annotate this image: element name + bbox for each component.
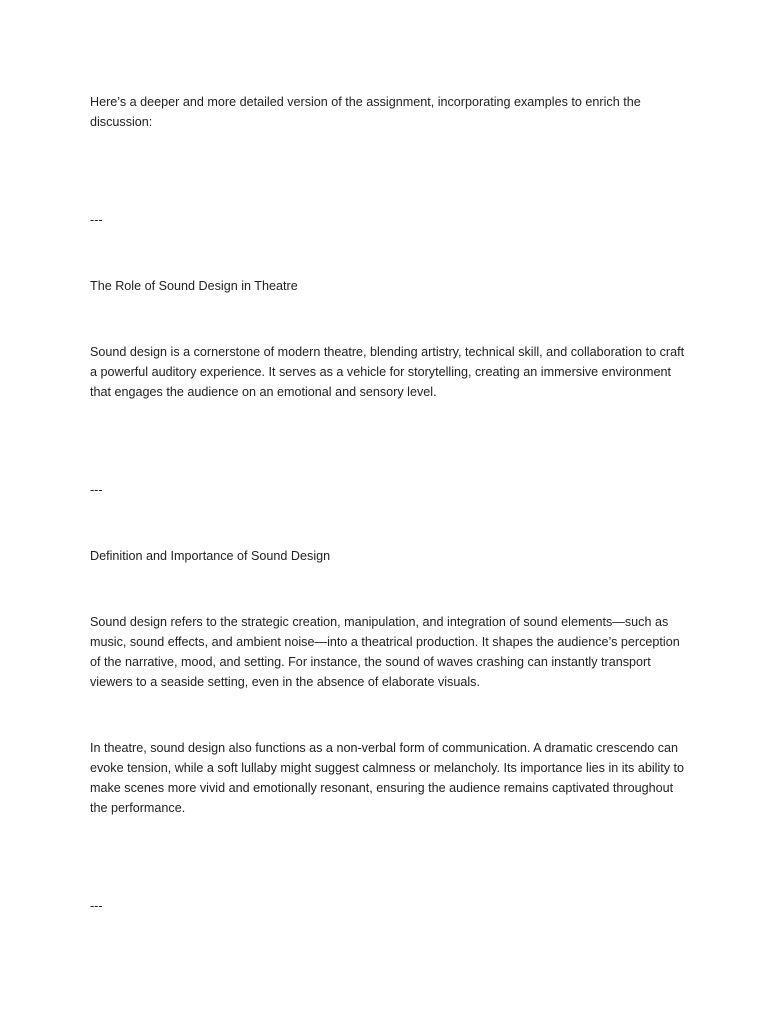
intro-text: Here’s a deeper and more detailed version of the assignment, incorporating examples to enrich the discussion: [90,95,641,129]
section-separator: --- [90,213,103,227]
section-separator: --- [90,899,103,913]
section-heading-role: The Role of Sound Design in Theatre [90,279,298,293]
paragraph-definition: Sound design refers to the strategic creation, manipulation, and integration of sound elements—such as music, sound effects, and ambient noise—into a theatrical production. It shapes the audience’s perception of the narrative, mood, and setting. For instance, the sound of waves crashing can instantly transport viewers to a seaside setting, even in the absence of elaborate visuals. [90,615,680,689]
section-heading-definition: Definition and Importance of Sound Design [90,549,331,563]
section-separator: --- [90,483,103,497]
paragraph-role: Sound design is a cornerstone of modern theatre, blending artistry, technical skill, and collaboration to craft a powerful auditory experience. It serves as a vehicle for storytelling, creating an immersive environment that engages the audience on an emotional and sensory level. [90,345,685,399]
paragraph-communication: In theatre, sound design also functions as a non-verbal form of communication. A dramatic crescendo can evoke tension, while a soft lullaby might suggest calmness or melancholy. Its importance lies in its ability to make scenes more vivid and emotionally resonant, ensuring the audience remains captivated throughout the performance. [90,741,685,815]
